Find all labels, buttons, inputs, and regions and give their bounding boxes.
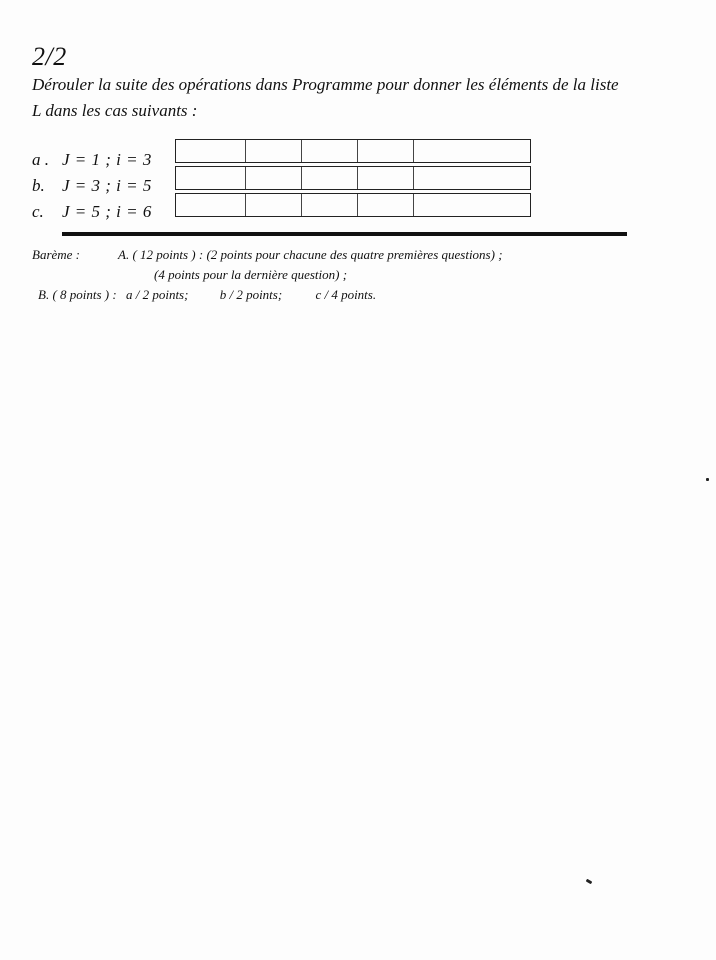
answer-cell[interactable] [176,194,246,216]
case-letter: b. [32,176,45,195]
answer-cell[interactable] [358,167,414,189]
bareme-part-b-intro: B. ( 8 points ) : [38,287,117,302]
case-values: J = 1 ; i = 3 [62,150,152,169]
answer-cell[interactable] [302,167,358,189]
answer-cell[interactable] [414,167,529,189]
answer-grid-row-b [175,166,531,190]
section-divider [62,232,627,236]
answer-cell[interactable] [246,167,302,189]
answer-cell[interactable] [414,194,529,216]
answer-grid-row-c [175,193,531,217]
answer-cell[interactable] [246,140,302,162]
answer-cell[interactable] [302,194,358,216]
scan-speck [586,879,593,885]
bareme-label: Barème : [32,247,81,262]
instruction-line-2: L dans les cas suivants : [32,101,198,120]
bareme-part-a-last: (4 points pour la dernière question) ; [154,267,348,282]
bareme-part-b-b: b / 2 points; [219,287,283,302]
answer-grid [175,139,531,220]
answer-cell[interactable] [302,140,358,162]
case-row-a [32,147,177,173]
case-row-c [32,199,177,225]
answer-cell[interactable] [176,140,246,162]
answer-cell[interactable] [176,167,246,189]
answer-cell[interactable] [414,140,529,162]
answer-cell[interactable] [358,194,414,216]
answer-cell[interactable] [246,194,302,216]
answer-grid-row-a [175,139,531,163]
case-letter: c. [32,202,44,221]
instruction-line-1: Dérouler la suite des opérations dans Programme pour donner les éléments de la liste [32,75,619,94]
scan-speck [706,478,709,481]
bareme-part-b-a: a / 2 points; [125,287,189,302]
instruction-text [32,72,682,124]
case-values: J = 3 ; i = 5 [62,176,152,195]
answer-cell[interactable] [358,140,414,162]
case-row-b [32,173,177,199]
bareme-part-b-c: c / 4 points. [315,287,377,302]
page-number: 2/2 [32,42,67,71]
bareme-part-a: A. ( 12 points ) : (2 points pour chacune des quatre premières questions) ; [118,247,503,262]
case-values: J = 5 ; i = 6 [62,202,152,221]
case-letter: a . [32,150,49,169]
bareme-part-b [38,285,376,304]
